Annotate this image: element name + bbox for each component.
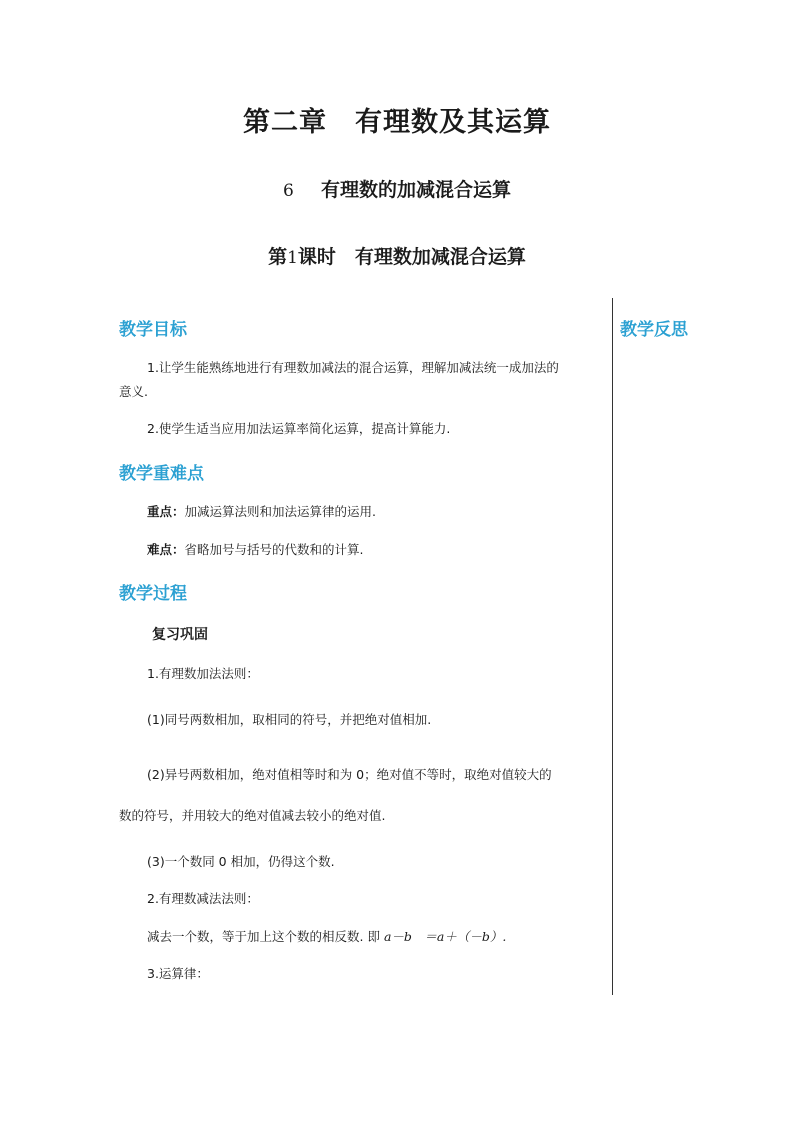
lesson-prefix: 第 <box>268 246 288 268</box>
difficult-point-label: 难点： <box>147 542 185 557</box>
process-heading: 教学过程 <box>119 584 187 604</box>
subtraction-rule-text: 减去一个数，等于加上这个数的相反数. 即 <box>147 929 380 944</box>
difficult-point-line <box>147 540 364 558</box>
objective-item-1: 1.让学生能熟练地进行有理数加减法的混合运算，理解加减法统一成加法的 <box>147 360 559 375</box>
key-point-line <box>147 502 376 520</box>
key-point-text: 加减运算法则和加法运算律的运用. <box>184 504 376 519</box>
section-title-line <box>0 175 794 202</box>
addition-rule-title: 1.有理数加法法则： <box>147 666 259 681</box>
lesson-title-line <box>0 242 794 269</box>
addition-rule-3: (3)一个数同 0 相加，仍得这个数. <box>147 854 335 869</box>
key-point-label: 重点： <box>147 504 185 519</box>
addition-rule-1: (1)同号两数相加，取相同的符号，并把绝对值相加. <box>147 712 432 727</box>
section-title: 有理数的加减混合运算 <box>321 179 512 201</box>
addition-rule-2: (2)异号两数相加，绝对值相等时和为 0；绝对值不等时，取绝对值较大的 <box>147 767 552 782</box>
operation-laws-title: 3.运算律： <box>147 966 209 981</box>
reflection-heading: 教学反思 <box>620 320 688 340</box>
difficult-point-text: 省略加号与括号的代数和的计算. <box>184 542 364 557</box>
subtraction-rule-title: 2.有理数减法法则： <box>147 891 259 906</box>
objective-item-2: 2.使学生适当应用加法运算率简化运算，提高计算能力. <box>147 421 451 436</box>
chapter-title: 第二章 有理数及其运算 <box>243 107 551 138</box>
lesson-number: 1 <box>287 248 298 268</box>
key-points-heading: 教学重难点 <box>119 464 204 484</box>
column-divider <box>612 298 613 995</box>
lesson-title: 课时 有理数加减混合运算 <box>297 246 526 268</box>
review-heading: 复习巩固 <box>152 627 208 643</box>
subtraction-rule-line <box>147 927 506 945</box>
subtraction-formula: a－b ＝a＋（－b）. <box>383 929 507 944</box>
section-number: 6 <box>282 181 294 201</box>
objective-item-1-cont: 意义. <box>119 384 148 399</box>
objectives-heading: 教学目标 <box>119 320 187 340</box>
addition-rule-2-cont: 数的符号，并用较大的绝对值减去较小的绝对值. <box>119 808 386 823</box>
